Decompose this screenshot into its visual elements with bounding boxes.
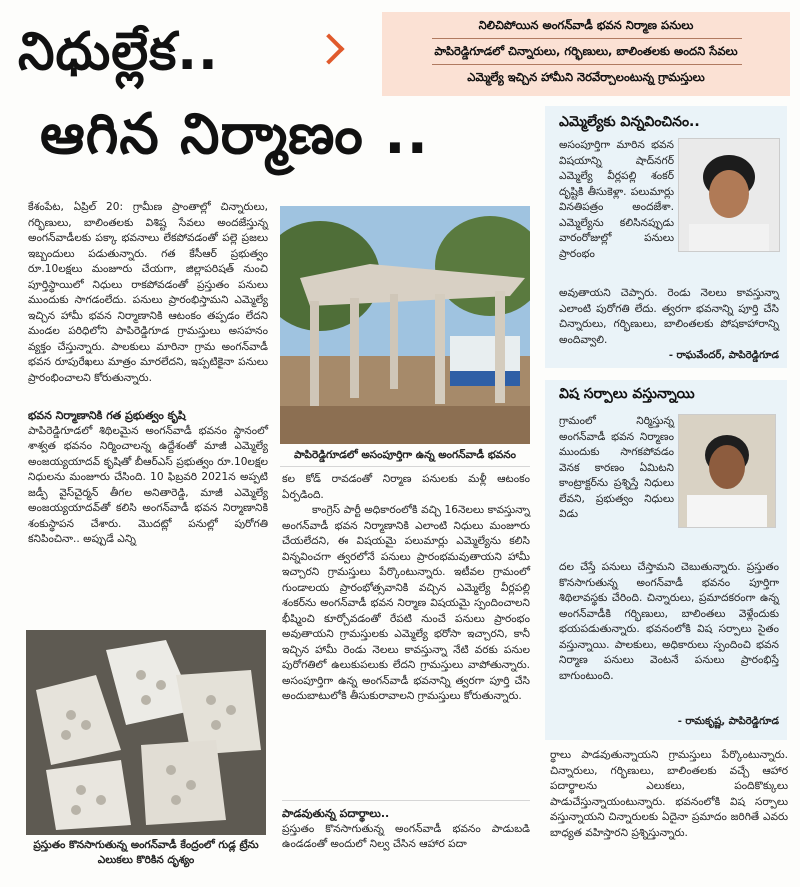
article-column-1 (28, 200, 268, 548)
side-box-title: ఎమ్మెల్యేకు విన్నవించినం.. (559, 114, 700, 130)
article-column-2 (282, 472, 530, 705)
banner-divider (432, 38, 742, 39)
headline-line-1: నిధుల్లేక.. (18, 22, 219, 82)
chevron-right-icon (313, 33, 344, 64)
section-subhead: భవన నిర్మాణానికి గత ప్రభుత్వం కృషి (28, 409, 186, 422)
side-box-text: అసంపూర్తిగా మారిన భవన విషయాన్ని షాద్‌నగర్‌ ఎమ్మెల్యే వీర్లపల్లి శంకర్‌ దృష్టికి తీసుకెళ్లా. పలుమార్లు వినతిపత్రం అందజేశా. ఎమ్మెల్యేను కలిసినప్పుడు వారంరోజుల్లో పనులు ప్రారంభం (559, 139, 674, 260)
portrait-photo (678, 138, 780, 252)
side-quote-box-2 (545, 380, 787, 740)
egg-tray-illustration (26, 630, 266, 835)
banner-line-2: పాపిరెడ్డిగూడలో చిన్నారులు, గర్భిణులు, బాలింతలకు అందని సేవలు (434, 44, 738, 58)
banner-line-1: నిలిచిపోయిన అంగన్‌వాడీ భవన నిర్మాణ పనులు (478, 18, 694, 32)
photo-caption: పాపిరెడ్డిగూడలో అసంపూర్తిగా ఉన్న అంగన్‌వాడీ భవనం (294, 449, 516, 461)
photo-caption: ప్రస్తుతం కొనసాగుతున్న అంగన్‌వాడీ కేంద్రంలో గుడ్ల ట్రేను ఎలుకలు కొరికిన దృశ్యం (33, 839, 259, 866)
article-paragraph: పాపిరెడ్డిగూడలో శిథిలమైన అంగన్‌వాడీ భవనం స్థానంలో శాశ్వత భవనం నిర్మించాలన్న ఉద్దేశంతో మాజీ ఎమ్మెల్యే అంజయ్యయాదవ్‌ కృషితో బీఆర్‌ఎస్‌ ప్రభుత్వం రూ.10లక్షల నిధులను మంజూరు చేసింది. 10 ఫిబ్రవరి 2021న అప్పటి జడ్పీ వైస్‌చైర్మన్‌ తీగల అనితారెడ్డి, మాజీ ఎమ్మెల్యే అంజయ్యయాదవ్‌తో కలిసి అంగన్‌వాడీ భవన నిర్మాణానికి శంకుస్థాపన చేశారు. మొదట్లో పనుల్లో పురోగతి కనిపించినా.. అప్పుడే ఎన్ని (28, 424, 268, 545)
side-box-text: అవుతాయని చెప్పారు. రెండు నెలలు కావస్తున్నా ఎలాంటి పురోగతి లేదు. త్వరగా భవనాన్ని పూర్తి చేసి చిన్నారులు, గర్భిణులు, బాలింతలకు పోషకాహారాన్ని అందివ్వాలి. (559, 287, 779, 346)
side-box-text: గ్రామంలో నిర్మిస్తున్న అంగన్‌వాడీ భవన నిర్మాణం ముందుకు సాగకపోవడం వెనక కారణం ఏమిటని కాంట్రాక్టర్‌ను ప్రశ్నిస్తే నిధులు లేవని, ప్రభుత్వం నిధులు విడు (559, 415, 674, 520)
sub-headline-banner (382, 12, 790, 96)
person-portrait (679, 139, 779, 251)
portrait-photo (678, 414, 776, 528)
caption-divider (280, 466, 530, 467)
article-column-3: ర్థాలు పాడవుతున్నాయని గ్రామస్తులు పేర్కొంటున్నారు. చిన్నారులు, గర్భిణులు, బాలింతలకు వచ్చే ఆహార పదార్థాలను ఎలుకలు, పందికొక్కులు పాడుచేస్తున్నాయంటున్నారు. భవనంలోకి విష సర్పాలు వస్తున్నాయని చిన్నారులకు ఏదైనా ప్రమాదం జరిగితే ఎవరు బాధ్యత వహిస్తారని ప్రశ్నిస్తున్నారు. (550, 749, 788, 839)
building-illustration (280, 206, 530, 444)
article-paragraph: కల కోడ్‌ రావడంతో నిర్మాణ పనులకు మళ్లీ ఆటంకం ఏర్పడింది. (282, 473, 530, 501)
person-portrait (679, 415, 775, 527)
quote-signature: - రాఘవేందర్‌, పాపిరెడ్డిగూడ (668, 350, 779, 361)
banner-divider (432, 64, 742, 65)
banner-line-3: ఎమ్మెల్యే ఇచ్చిన హామీని నెరవేర్చాలంటున్న గ్రామస్తులు (467, 70, 705, 84)
article-column-2-continued (282, 806, 530, 853)
article-paragraph: ప్రస్తుతం కొనసాగుతున్న అంగన్‌వాడీ భవనం పాడుబడి ఉండడంతో అందులో నిల్వ చేసిన ఆహార పదా (282, 822, 530, 850)
side-box-title: విష సర్పాలు వస్తున్నాయి (559, 386, 695, 402)
article-paragraph: కాంగ్రెస్‌ పార్టీ అధికారంలోకి వచ్చి 16నెలలు కావస్తున్నా అంగన్‌వాడీ భవన నిర్మాణానికి ఎలాంటి నిధులు మంజూరు చేయలేదని, ఈ విషయమై పలుమార్లు ఎమ్మెల్యేను కలిసి విన్నవించగా త్వరలోనే పనులు ప్రారంభమవుతాయని హామీ ఇచ్చారని గ్రామస్తులు పేర్కొంటున్నారు. ఇటీవల గ్రామంలో గుండాలయ ప్రారంభోత్సవానికి వచ్చిన ఎమ్మెల్యే వీర్లపల్లి శంకర్‌ను అంగన్‌వాడీ భవన నిర్మాణ విషయమై స్పందించాలని భీష్మించి కూర్చోవడంతో రేపటి నుంచే పనులు ప్రారంభం అవుతాయని గ్రామస్తులకు ఎమ్మెల్యే భరోసా ఇచ్చారని, కానీ ఇచ్చిన హామీ రెండు నెలలు కావస్తున్నా నేటి వరకు పనుల పురోగతిలో ఉలుకుపలుకు లేదని గ్రామస్తులు వాపోతున్నారు. అసంపూర్తిగా ఉన్న అంగన్‌వాడీ భవనాన్ని త్వరగా పూర్తి చేసి అందుబాటులోకి తీసుకురావాలని గ్రామస్తులు కోరుతున్నారు. (282, 504, 530, 702)
headline-line-2: ఆగిన నిర్మాణం .. (40, 102, 429, 167)
article-paragraph: కేశంపేట, ఏప్రిల్‌ 20: గ్రామీణ ప్రాంతాల్లో చిన్నారులు, గర్భిణులు, బాలింతలకు విశిష్ట సేవలు అందజేస్తున్న అంగన్‌వాడీలకు పక్కా భవనాలు లేకపోవడంతో పల్లె ప్రజలు ఇబ్బందులు పడుతున్నారు. గత కేసీఆర్‌ ప్రభుత్వం రూ.10లక్షలు మంజూరు చేయగా, జిల్లాపరిషత్‌ నుంచి పూర్తిస్థాయిలో నిధులు రాకపోవడంతో ప్రస్తుతం పనులు ముందుకు సాగడంలేదు. పనులు ప్రారంభిస్తామని ఎమ్మెల్యే ఇచ్చిన హామీ భవన నిర్మాణానికి ఆటంకం తప్పడం లేదని మండల పరిధిలోని పాపిరెడ్డిగూడ గ్రామస్తులు అసహనం వ్యక్తం చేస్తున్నారు. పాలకులు మారినా గ్రామ అంగన్‌వాడీ భవన రూపురేఖలు మాత్రం మారలేదని, ఇప్పటికైనా పనులు ప్రారంభించాలని కోరుతున్నారు. (28, 201, 268, 384)
section-divider (282, 800, 530, 801)
side-box-text: దల చేస్తే పనులు చేస్తామని చెబుతున్నారు. ప్రస్తుతం కొనసాగుతున్న అంగన్‌వాడీ భవనం పూర్తిగా శిథిలావస్థకు చేరింది. చిన్నారులు, ప్రమాదకరంగా ఉన్న అంగన్‌వాడీకి గర్భిణులు, బాలింతలు వెళ్లేందుకు భయపడుతున్నారు. భవనంలోకి విష సర్పాలు సైతం వస్తున్నాయి. పాలకులు, అధికారులు స్పందించి భవన నిర్మాణ పనులు వెంటనే పనులు ప్రారంభిస్తే బాగుంటుంది. (559, 561, 779, 682)
section-subhead: పాడవుతున్న పదార్థాలు.. (282, 807, 390, 820)
side-quote-box-1 (545, 106, 787, 368)
quote-signature: - రామకృష్ణ, పాపిరెడ్డిగూడ (677, 716, 779, 727)
building-photo (280, 206, 530, 444)
egg-tray-photo (26, 630, 266, 835)
